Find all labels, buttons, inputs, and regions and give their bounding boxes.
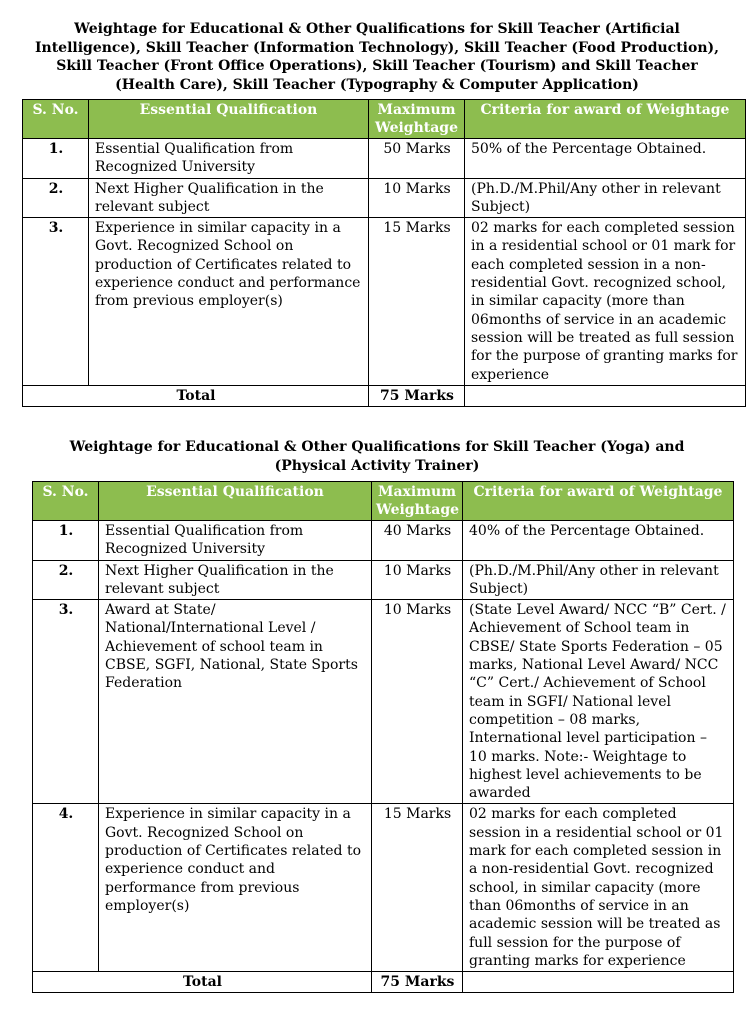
row-marks: 50 Marks bbox=[369, 139, 465, 179]
row-sno: 4. bbox=[33, 804, 99, 972]
table-row bbox=[33, 804, 734, 972]
row-marks: 10 Marks bbox=[372, 600, 463, 804]
total-marks: 75 Marks bbox=[369, 385, 465, 406]
total-row bbox=[23, 385, 746, 406]
table2-title: Weightage for Educational & Other Qualifications for Skill Teacher (Yoga) and (Physical Activity Trainer) bbox=[69, 439, 685, 474]
row-qualification: Award at State/ National/International Level / Achievement of school team in CBSE, SGFI, National, State Sports Federation bbox=[99, 600, 372, 804]
table-row bbox=[23, 139, 746, 179]
table-row bbox=[23, 178, 746, 218]
row-criteria: (State Level Award/ NCC “B” Cert. / Achievement of School team in CBSE/ State Sports Federation – 05 marks, National Level Award/ NCC “C” Cert./ Achievement of School team in SGFI/ National level competition – 08 marks, International level participation – 10 marks. Note:- Weightage to highest level achievements to be awarded bbox=[463, 600, 734, 804]
row-qualification: Essential Qualification from Recognized University bbox=[89, 139, 369, 179]
table-row bbox=[33, 560, 734, 600]
row-qualification: Experience in similar capacity in a Govt. Recognized School on production of Certificates related to experience conduct and performance from previous employer(s) bbox=[89, 218, 369, 386]
table-header-row bbox=[23, 100, 746, 139]
row-marks: 40 Marks bbox=[372, 521, 463, 561]
row-qualification: Experience in similar capacity in a Govt. Recognized School on production of Certificates related to experience conduct and performance from previous employer(s) bbox=[99, 804, 372, 972]
header-essential-qualification: Essential Qualification bbox=[99, 482, 372, 521]
weightage-table-skill-teacher bbox=[22, 99, 746, 407]
row-criteria: 40% of the Percentage Obtained. bbox=[463, 521, 734, 561]
table-row bbox=[33, 600, 734, 804]
row-criteria: 50% of the Percentage Obtained. bbox=[465, 139, 746, 179]
row-qualification: Essential Qualification from Recognized University bbox=[99, 521, 372, 561]
table-row bbox=[23, 218, 746, 386]
row-sno: 3. bbox=[33, 600, 99, 804]
header-sno: S. No. bbox=[23, 100, 89, 139]
row-criteria: (Ph.D./M.Phil/Any other in relevant Subject) bbox=[463, 560, 734, 600]
header-maximum-weightage: Maximum Weightage bbox=[372, 482, 463, 521]
row-sno: 2. bbox=[33, 560, 99, 600]
total-empty-cell bbox=[463, 972, 734, 993]
row-marks: 10 Marks bbox=[372, 560, 463, 600]
row-criteria: (Ph.D./M.Phil/Any other in relevant Subject) bbox=[465, 178, 746, 218]
header-criteria: Criteria for award of Weightage bbox=[465, 100, 746, 139]
weightage-table-yoga-pat bbox=[32, 481, 734, 993]
total-row bbox=[33, 972, 734, 993]
row-marks: 10 Marks bbox=[369, 178, 465, 218]
header-maximum-weightage: Maximum Weightage bbox=[369, 100, 465, 139]
table-row bbox=[33, 521, 734, 561]
row-marks: 15 Marks bbox=[372, 804, 463, 972]
total-marks: 75 Marks bbox=[372, 972, 463, 993]
total-empty-cell bbox=[465, 385, 746, 406]
row-qualification: Next Higher Qualification in the relevant subject bbox=[99, 560, 372, 600]
row-sno: 2. bbox=[23, 178, 89, 218]
row-criteria: 02 marks for each completed session in a residential school or 01 mark for each completed session in a non-residential Govt. recognized school, in similar capacity (more than 06months of service in an academic session will be treated as full session for the purpose of granting marks for experience bbox=[465, 218, 746, 386]
total-label: Total bbox=[23, 385, 369, 406]
total-label: Total bbox=[33, 972, 372, 993]
row-criteria: 02 marks for each completed session in a residential school or 01 mark for each completed session in a non-residential Govt. recognized school, in similar capacity (more than 06months of service in an academic session will be treated as full session for the purpose of granting marks for experience bbox=[463, 804, 734, 972]
table1-title: Weightage for Educational & Other Qualifications for Skill Teacher (Artificial Intelligence), Skill Teacher (Information Technology), Skill Teacher (Food Production), Skill Teacher (Front Office Operations), Skill Teacher (Tourism) and Skill Teacher (Health Care), Skill Teacher (Typography & Computer Application) bbox=[34, 21, 720, 93]
row-sno: 1. bbox=[23, 139, 89, 179]
row-qualification: Next Higher Qualification in the relevant subject bbox=[89, 178, 369, 218]
header-essential-qualification: Essential Qualification bbox=[89, 100, 369, 139]
header-sno: S. No. bbox=[33, 482, 99, 521]
table-header-row bbox=[33, 482, 734, 521]
row-marks: 15 Marks bbox=[369, 218, 465, 386]
row-sno: 3. bbox=[23, 218, 89, 386]
row-sno: 1. bbox=[33, 521, 99, 561]
header-criteria: Criteria for award of Weightage bbox=[463, 482, 734, 521]
